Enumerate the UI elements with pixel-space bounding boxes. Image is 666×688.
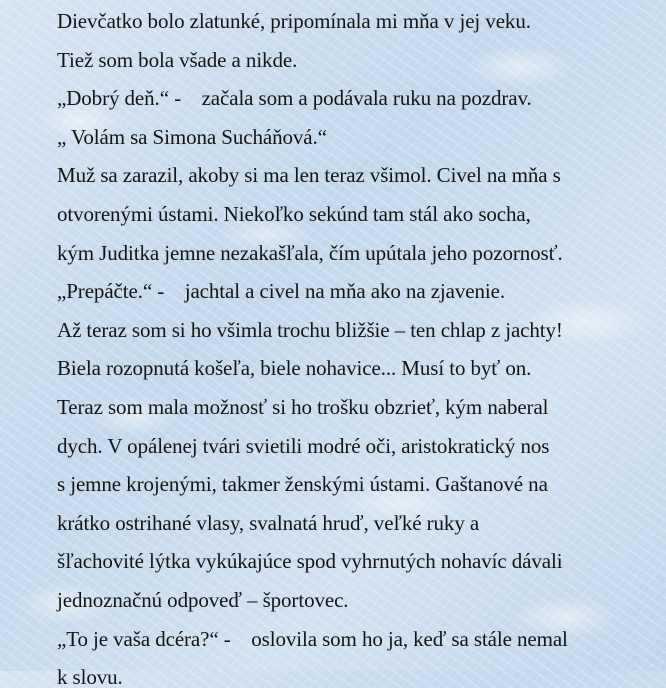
text-line-13: s jemne krojenými, takmer ženskými ústami. Gaštanové na — [57, 472, 548, 497]
text-line-1: Dievčatko bolo zlatunké, pripomínala mi mňa v jej veku. — [57, 9, 531, 33]
text-line-12: dych. V opálenej tvári svietili modré oči, aristokratický nos — [57, 433, 550, 458]
text-line-8: „Prepáčte.“ - jachtal a civel na mňa ako na zjavenie. — [57, 279, 505, 304]
text-line-6: otvorenými ústami. Niekoľko sekúnd tam stál ako socha, — [57, 201, 531, 226]
text-line-18: k slovu. — [57, 665, 123, 688]
text-line-11: Teraz som mala možnosť si ho trošku obzrieť, kým naberal — [57, 394, 549, 419]
text-line-10: Biela rozopnutá košeľa, biele nohavice... Musí to byť on. — [57, 356, 532, 381]
text-line-15: šľachovité lýtka vykúkajúce spod vyhrnutých nohavíc dávali — [57, 549, 563, 574]
text-line-9: Až teraz som si ho všimla trochu bližšie – ten chlap z jachty! — [57, 317, 563, 342]
text-line-3: „Dobrý deň.“ - začala som a podávala ruku na pozdrav. — [57, 86, 532, 111]
text-line-2: Tiež som bola všade a nikde. — [57, 47, 298, 72]
text-line-4: „ Volám sa Simona Sucháňová.“ — [57, 124, 327, 149]
text-line-7: kým Juditka jemne nezakašľala, čím upútala jeho pozornosť. — [57, 240, 563, 265]
text-line-17: „To je vaša dcéra?“ - oslovila som ho ja, keď sa stále nemal — [57, 626, 568, 651]
text-line-16: jednoznačnú odpoveď – športovec. — [57, 587, 349, 612]
document-text-page — [57, 2, 657, 688]
text-line-14: krátko ostrihané vlasy, svalnatá hruď, veľké ruky a — [57, 510, 480, 535]
text-line-5: Muž sa zarazil, akoby si ma len teraz všimol. Civel na mňa s — [57, 163, 561, 188]
